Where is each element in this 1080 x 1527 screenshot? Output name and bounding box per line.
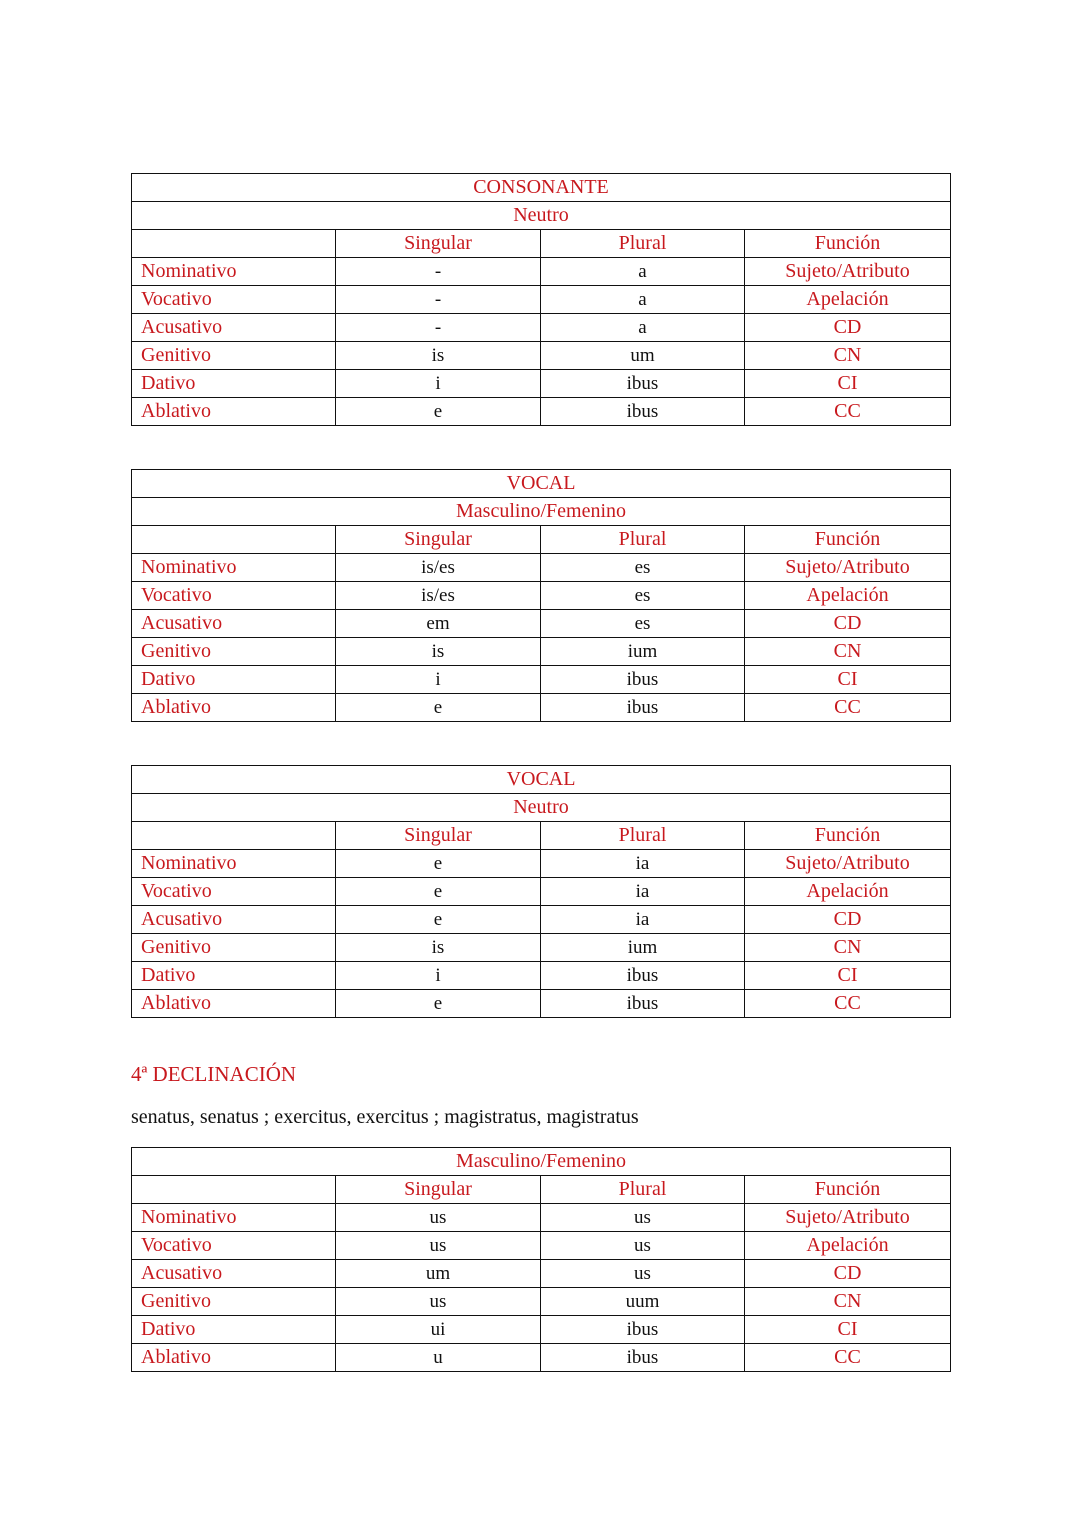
header-funcion: Función — [745, 526, 951, 554]
function-label: CD — [745, 314, 951, 342]
case-name: Acusativo — [132, 906, 336, 934]
plural-ending: us — [541, 1204, 745, 1232]
case-name: Dativo — [132, 1316, 336, 1344]
table-row — [132, 1260, 951, 1288]
plural-ending: ibus — [541, 666, 745, 694]
table-row — [132, 694, 951, 722]
table-title: VOCAL — [132, 766, 951, 794]
function-label: CI — [745, 962, 951, 990]
plural-ending: ium — [541, 638, 745, 666]
singular-ending: e — [336, 398, 541, 426]
singular-ending: us — [336, 1232, 541, 1260]
singular-ending: i — [336, 370, 541, 398]
singular-ending: e — [336, 694, 541, 722]
singular-ending: - — [336, 286, 541, 314]
table-row — [132, 1288, 951, 1316]
case-name: Ablativo — [132, 694, 336, 722]
case-name: Ablativo — [132, 1344, 336, 1372]
singular-ending: is/es — [336, 582, 541, 610]
table-subtitle: Neutro — [132, 202, 951, 230]
header-singular: Singular — [336, 822, 541, 850]
table-row — [132, 582, 951, 610]
declension-table-consonante-neutro — [131, 173, 951, 426]
table-subtitle: Neutro — [132, 794, 951, 822]
singular-ending: e — [336, 906, 541, 934]
example-words: senatus, senatus ; exercitus, exercitus ; magistratus, magistratus — [131, 1106, 639, 1128]
case-name: Vocativo — [132, 878, 336, 906]
section-heading: 4ª DECLINACIÓN — [131, 1062, 297, 1086]
case-name: Acusativo — [132, 610, 336, 638]
singular-ending: is — [336, 342, 541, 370]
plural-ending: us — [541, 1232, 745, 1260]
plural-ending: ibus — [541, 990, 745, 1018]
table-row — [132, 258, 951, 286]
header-plural: Plural — [541, 1176, 745, 1204]
declension-table-4th-masc-fem — [131, 1147, 951, 1372]
function-label: CI — [745, 666, 951, 694]
case-name: Genitivo — [132, 342, 336, 370]
plural-ending: ibus — [541, 370, 745, 398]
header-singular: Singular — [336, 230, 541, 258]
header-funcion: Función — [745, 1176, 951, 1204]
case-name: Dativo — [132, 666, 336, 694]
plural-ending: uum — [541, 1288, 745, 1316]
function-label: CC — [745, 1344, 951, 1372]
singular-ending: i — [336, 962, 541, 990]
function-label: CN — [745, 1288, 951, 1316]
case-name: Dativo — [132, 962, 336, 990]
function-label: CD — [745, 610, 951, 638]
function-label: Sujeto/Atributo — [745, 850, 951, 878]
header-blank-cell — [132, 822, 336, 850]
plural-ending: ibus — [541, 1344, 745, 1372]
function-label: Apelación — [745, 286, 951, 314]
function-label: CI — [745, 370, 951, 398]
function-label: Sujeto/Atributo — [745, 258, 951, 286]
plural-ending: ibus — [541, 1316, 745, 1344]
table-row — [132, 962, 951, 990]
plural-ending: a — [541, 258, 745, 286]
case-name: Acusativo — [132, 314, 336, 342]
table-row — [132, 370, 951, 398]
table-row — [132, 1316, 951, 1344]
singular-ending: e — [336, 990, 541, 1018]
case-name: Ablativo — [132, 398, 336, 426]
plural-ending: ibus — [541, 694, 745, 722]
table-row — [132, 398, 951, 426]
plural-ending: us — [541, 1260, 745, 1288]
table-row — [132, 1344, 951, 1372]
table-row — [132, 286, 951, 314]
singular-ending: is — [336, 638, 541, 666]
table-title: VOCAL — [132, 470, 951, 498]
plural-ending: a — [541, 314, 745, 342]
table-row — [132, 342, 951, 370]
plural-ending: ibus — [541, 962, 745, 990]
singular-ending: e — [336, 850, 541, 878]
table-row — [132, 878, 951, 906]
function-label: CD — [745, 906, 951, 934]
case-name: Vocativo — [132, 286, 336, 314]
case-name: Nominativo — [132, 1204, 336, 1232]
declension-table-vocal-masc-fem — [131, 469, 951, 722]
function-label: Apelación — [745, 582, 951, 610]
plural-ending: ia — [541, 878, 745, 906]
table-row — [132, 1204, 951, 1232]
table-subtitle: Masculino/Femenino — [132, 498, 951, 526]
case-name: Vocativo — [132, 1232, 336, 1260]
case-name: Nominativo — [132, 850, 336, 878]
table-row — [132, 666, 951, 694]
function-label: CC — [745, 990, 951, 1018]
function-label: Apelación — [745, 1232, 951, 1260]
plural-ending: ibus — [541, 398, 745, 426]
table-row — [132, 850, 951, 878]
plural-ending: um — [541, 342, 745, 370]
table-subtitle: Masculino/Femenino — [132, 1148, 951, 1176]
case-name: Genitivo — [132, 1288, 336, 1316]
header-singular: Singular — [336, 1176, 541, 1204]
table-row — [132, 638, 951, 666]
function-label: CN — [745, 934, 951, 962]
case-name: Nominativo — [132, 258, 336, 286]
case-name: Dativo — [132, 370, 336, 398]
header-funcion: Función — [745, 822, 951, 850]
plural-ending: ia — [541, 906, 745, 934]
singular-ending: e — [336, 878, 541, 906]
header-blank-cell — [132, 526, 336, 554]
singular-ending: is — [336, 934, 541, 962]
header-plural: Plural — [541, 230, 745, 258]
table-row — [132, 990, 951, 1018]
function-label: Sujeto/Atributo — [745, 1204, 951, 1232]
singular-ending: u — [336, 1344, 541, 1372]
table-row — [132, 610, 951, 638]
function-label: CI — [745, 1316, 951, 1344]
function-label: CC — [745, 398, 951, 426]
singular-ending: ui — [336, 1316, 541, 1344]
function-label: CN — [745, 638, 951, 666]
header-plural: Plural — [541, 526, 745, 554]
plural-ending: es — [541, 610, 745, 638]
table-row — [132, 934, 951, 962]
function-label: Apelación — [745, 878, 951, 906]
singular-ending: is/es — [336, 554, 541, 582]
case-name: Nominativo — [132, 554, 336, 582]
singular-ending: us — [336, 1204, 541, 1232]
plural-ending: es — [541, 554, 745, 582]
table-row — [132, 906, 951, 934]
table-row — [132, 1232, 951, 1260]
header-funcion: Función — [745, 230, 951, 258]
function-label: CN — [745, 342, 951, 370]
plural-ending: a — [541, 286, 745, 314]
table-row — [132, 554, 951, 582]
function-label: CC — [745, 694, 951, 722]
plural-ending: ia — [541, 850, 745, 878]
plural-ending: es — [541, 582, 745, 610]
case-name: Genitivo — [132, 638, 336, 666]
declension-table-vocal-neutro — [131, 765, 951, 1018]
header-blank-cell — [132, 1176, 336, 1204]
singular-ending: - — [336, 314, 541, 342]
header-blank-cell — [132, 230, 336, 258]
singular-ending: um — [336, 1260, 541, 1288]
table-title: CONSONANTE — [132, 174, 951, 202]
case-name: Acusativo — [132, 1260, 336, 1288]
table-row — [132, 314, 951, 342]
case-name: Ablativo — [132, 990, 336, 1018]
case-name: Vocativo — [132, 582, 336, 610]
singular-ending: i — [336, 666, 541, 694]
plural-ending: ium — [541, 934, 745, 962]
function-label: Sujeto/Atributo — [745, 554, 951, 582]
singular-ending: em — [336, 610, 541, 638]
header-plural: Plural — [541, 822, 745, 850]
function-label: CD — [745, 1260, 951, 1288]
singular-ending: us — [336, 1288, 541, 1316]
header-singular: Singular — [336, 526, 541, 554]
singular-ending: - — [336, 258, 541, 286]
case-name: Genitivo — [132, 934, 336, 962]
